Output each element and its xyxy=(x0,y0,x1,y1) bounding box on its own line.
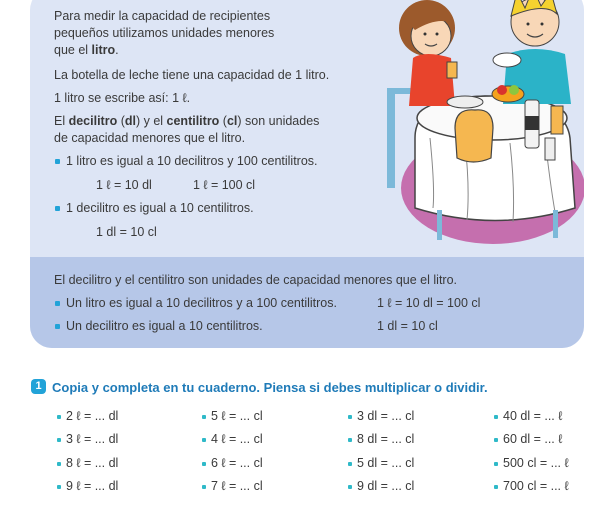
exercise-item: 500 cl = ... ℓ xyxy=(503,456,569,470)
intro-line-1: Para medir la capacidad de recipientes xyxy=(54,9,271,23)
summary-box xyxy=(30,257,584,348)
exercise-item: 8 ℓ = ... dl xyxy=(66,456,119,470)
exercise-item: 3 ℓ = ... dl xyxy=(66,432,119,446)
units-definition-line-1: El decilitro (dl) y el centilitro (cl) son unidades xyxy=(54,114,320,128)
summary-heading: El decilitro y el centilitro son unidades de capacidad menores que el litro. xyxy=(54,273,458,287)
exercise-item: 7 ℓ = ... cl xyxy=(211,479,263,493)
exercise-item: 6 ℓ = ... cl xyxy=(211,456,263,470)
exercise-item: 60 dl = ... ℓ xyxy=(503,432,563,446)
exercise-bullet xyxy=(348,485,352,489)
liter-equivalence-text: 1 litro es igual a 10 decilitros y 100 centilitros. xyxy=(66,154,318,168)
exercise-item: 8 dl = ... cl xyxy=(357,432,415,446)
exercise-item: 9 ℓ = ... dl xyxy=(66,479,119,493)
summary-liter-text: Un litro es igual a 10 decilitros y a 100 centilitros. xyxy=(66,296,337,310)
exercise-bullet xyxy=(57,462,61,466)
bullet-marker xyxy=(55,206,60,211)
bottle-capacity-text: La botella de leche tiene una capacidad de 1 litro. xyxy=(54,68,330,82)
exercise-item: 9 dl = ... cl xyxy=(357,479,415,493)
exercise-bullet xyxy=(348,438,352,442)
exercise-title: Copia y completa en tu cuaderno. Piensa si debes multiplicar o dividir. xyxy=(52,380,488,395)
intro-line-2: pequeños utilizamos unidades menores xyxy=(54,26,275,40)
exercise-bullet xyxy=(202,462,206,466)
bullet-marker xyxy=(55,324,60,329)
exercise-item: 700 cl = ... ℓ xyxy=(503,479,569,493)
exercise-bullet xyxy=(494,415,498,419)
exercise-bullet xyxy=(57,485,61,489)
exercise-number-badge: 1 xyxy=(31,379,46,394)
exercise-bullet xyxy=(202,415,206,419)
summary-deciliter-equation: 1 dl = 10 cl xyxy=(377,319,438,333)
exercise-bullet xyxy=(57,415,61,419)
exercise-bullet xyxy=(348,415,352,419)
bullet-marker xyxy=(55,301,60,306)
exercise-bullet xyxy=(57,438,61,442)
exercise-bullet xyxy=(202,485,206,489)
dl-cl-equation: 1 dl = 10 cl xyxy=(96,225,157,239)
exercise-item: 5 ℓ = ... cl xyxy=(211,409,263,423)
exercise-item: 2 ℓ = ... dl xyxy=(66,409,119,423)
exercise-bullet xyxy=(494,438,498,442)
exercise-bullet xyxy=(494,462,498,466)
liter-cl-equation: 1 ℓ = 100 cl xyxy=(193,178,256,192)
exercise-item: 3 dl = ... cl xyxy=(357,409,415,423)
intro-line-3: que el litro. xyxy=(54,43,119,57)
exercise-bullet xyxy=(348,462,352,466)
children-at-table-illustration xyxy=(375,0,584,248)
exercise-item: 5 dl = ... cl xyxy=(357,456,415,470)
explanation-panel xyxy=(30,0,584,348)
deciliter-equivalence-text: 1 decilitro es igual a 10 centilitros. xyxy=(66,201,254,215)
bullet-marker xyxy=(55,159,60,164)
exercise-bullet xyxy=(202,438,206,442)
exercise-item: 40 dl = ... ℓ xyxy=(503,409,563,423)
summary-deciliter-text: Un decilitro es igual a 10 centilitros. xyxy=(66,319,263,333)
exercise-bullet xyxy=(494,485,498,489)
summary-liter-equation: 1 ℓ = 10 dl = 100 cl xyxy=(377,296,481,310)
liter-notation-text: 1 litro se escribe así: 1 ℓ. xyxy=(54,91,191,105)
units-definition-line-2: de capacidad menores que el litro. xyxy=(54,131,246,145)
exercise-item: 4 ℓ = ... cl xyxy=(211,432,263,446)
liter-dl-equation: 1 ℓ = 10 dl xyxy=(96,178,152,192)
